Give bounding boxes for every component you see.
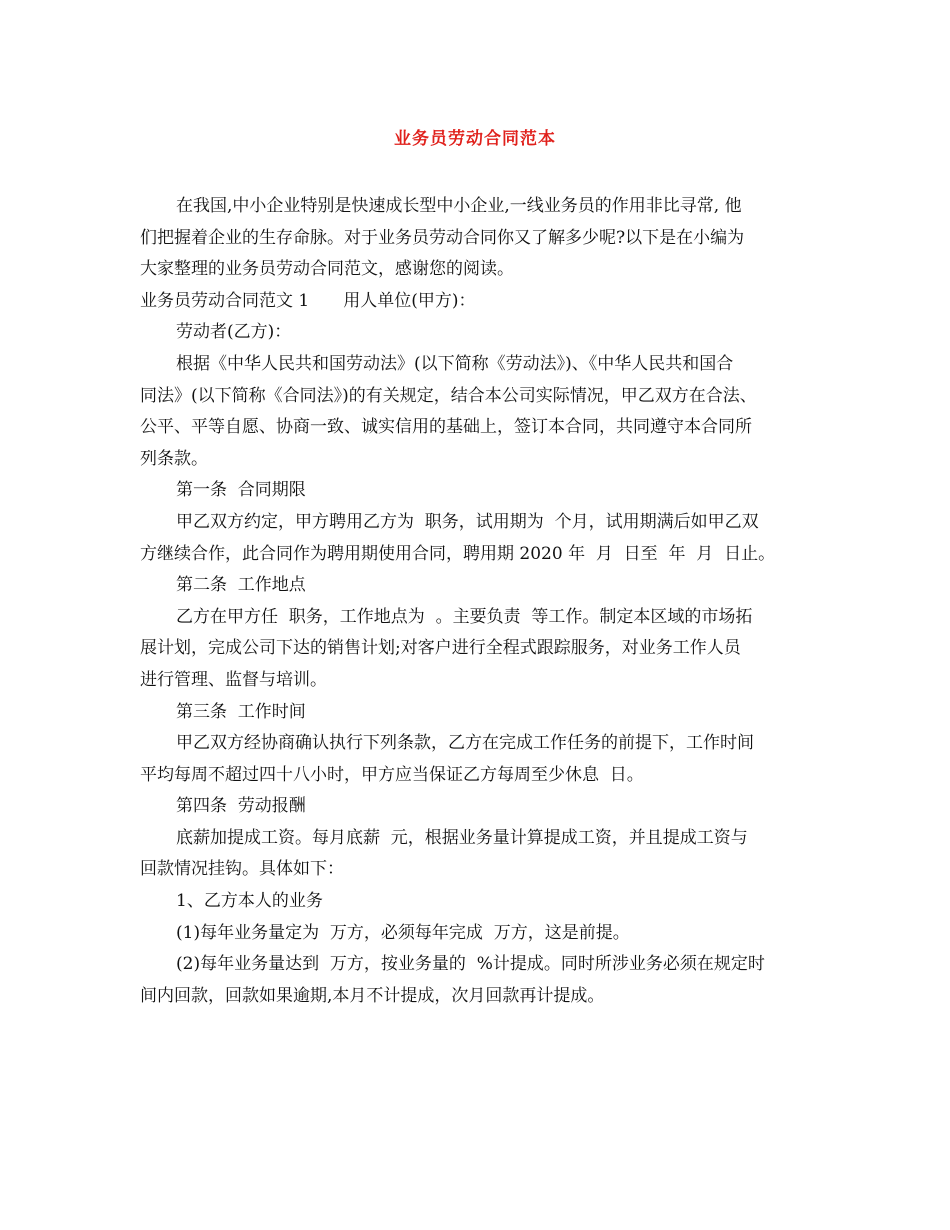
body-line: 在我国,中小企业特别是快速成长型中小企业,一线业务员的作用非比寻常, 他 [176,196,742,216]
body-line: (2)每年业务量达到 万方，按业务量的 %计提成。同时所涉业务必须在规定时 [176,954,765,975]
body-line: 根据《中华人民共和国劳动法》(以下简称《劳动法》)、《中华人民共和国合 [176,353,734,374]
body-line: 方继续合作，此合同作为聘用期使用合同，聘用期 2020 年 月 日至 年 月 日止。 [140,543,776,564]
body-line: 1、乙方本人的业务 [176,891,323,912]
body-line: 公平、平等自愿、协商一致、诚实信用的基础上，签订本合同，共同遵守本合同所 [140,417,752,438]
body-line: 甲乙双方约定，甲方聘用乙方为 职务，试用期为 个月，试用期满后如甲乙双 [176,511,759,532]
body-line: 回款情况挂钩。具体如下： [140,859,344,880]
body-line: 展计划，完成公司下达的销售计划;对客户进行全程式跟踪服务，对业务工作人员 [140,638,741,659]
document-title: 业务员劳动合同范本 [394,129,556,149]
body-line: 大家整理的业务员劳动合同范文，感谢您的阅读。 [140,259,514,280]
body-line: 列条款。 [140,448,208,469]
body-line: 底薪加提成工资。每月底薪 元，根据业务量计算提成工资，并且提成工资与 [176,827,748,848]
body-line: (1)每年业务量定为 万方，必须每年完成 万方，这是前提。 [176,922,630,943]
body-line: 平均每周不超过四十八小时，甲方应当保证乙方每周至少休息 日。 [140,764,644,785]
document-body [140,191,820,1012]
body-line: 第三条 工作时间 [176,701,306,722]
body-line: 第一条 合同期限 [176,480,306,501]
body-line: 第二条 工作地点 [176,575,306,596]
body-line: 同法》(以下简称《合同法》)的有关规定，结合本公司实际情况，甲乙双方在合法、 [140,385,757,406]
body-line: 劳动者(乙方)： [176,322,292,343]
body-line: 间内回款，回款如果逾期,本月不计提成，次月回款再计提成。 [140,985,605,1006]
body-line: 甲乙双方经协商确认执行下列条款，乙方在完成工作任务的前提下，工作时间 [176,733,754,754]
body-line: 们把握着企业的生存命脉。对于业务员劳动合同你又了解多少呢?以下是在小编为 [140,227,745,248]
body-line: 第四条 劳动报酬 [176,796,306,817]
body-line: 进行管理、监督与培训。 [140,669,327,690]
body-line: 乙方在甲方任 职务，工作地点为 。主要负责 等工作。制定本区域的市场拓 [176,606,753,627]
body-line: 业务员劳动合同范文 1 用人单位(甲方)： [140,290,476,311]
